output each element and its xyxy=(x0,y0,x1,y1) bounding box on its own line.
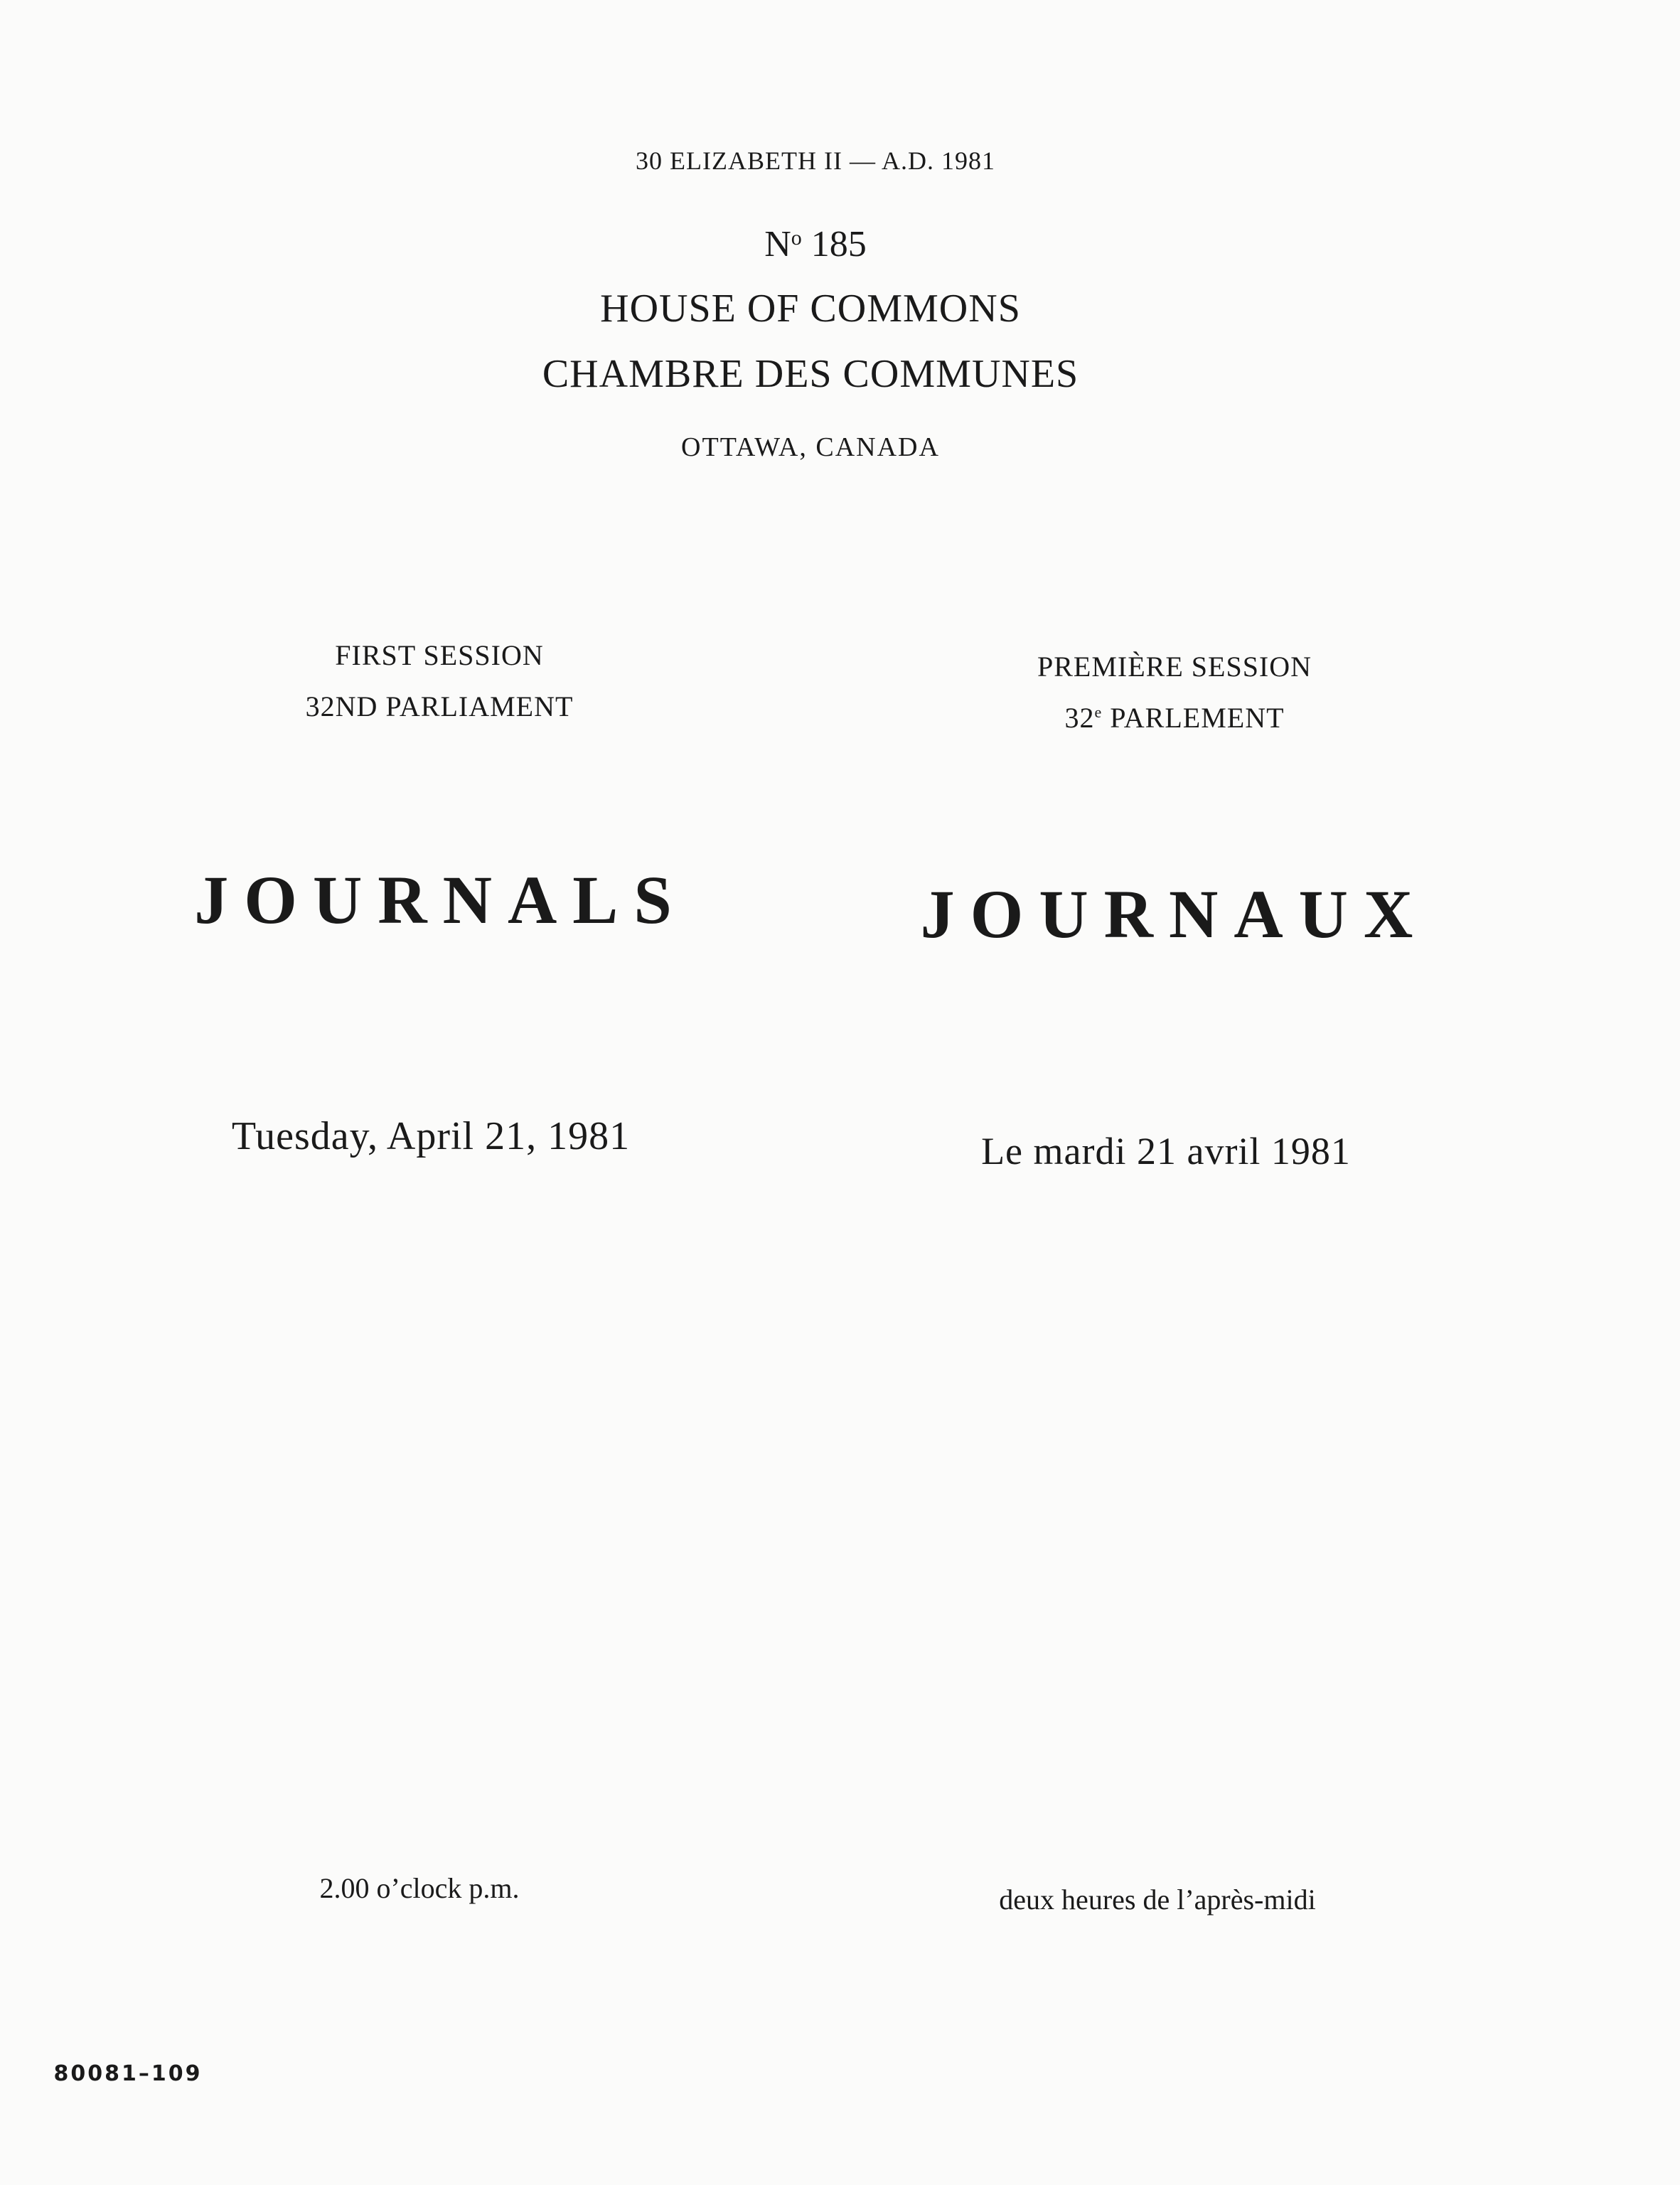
date-english: Tuesday, April 21, 1981 xyxy=(231,1114,631,1158)
print-code: 80081–109 xyxy=(53,2061,203,2086)
place-of-publication: OTTAWA, CANADA xyxy=(681,432,940,462)
title-english: JOURNALS xyxy=(194,862,687,938)
session-french: PREMIÈRE SESSION xyxy=(1037,651,1312,683)
parliament-english: 32ND PARLIAMENT xyxy=(305,690,574,722)
house-name-english: HOUSE OF COMMONS xyxy=(600,287,1021,331)
date-french: Le mardi 21 avril 1981 xyxy=(981,1130,1351,1172)
session-english: FIRST SESSION xyxy=(335,639,544,671)
number-superscript: o xyxy=(791,226,802,250)
sitting-time-french: deux heures de l’après-midi xyxy=(999,1884,1316,1916)
title-french: JOURNAUX xyxy=(920,876,1429,952)
parliament-superscript-french: e xyxy=(1094,703,1103,721)
house-name-french: CHAMBRE DES COMMUNES xyxy=(542,352,1079,396)
parliament-french xyxy=(1064,704,1284,732)
number-value: 185 xyxy=(810,224,867,265)
number-prefix: N xyxy=(764,224,791,265)
sitting-time-english: 2.00 o’clock p.m. xyxy=(319,1872,520,1904)
issue-number xyxy=(764,226,867,263)
regnal-year: 30 ELIZABETH II — A.D. 1981 xyxy=(636,146,995,175)
parliament-number-french: 32 xyxy=(1064,702,1095,734)
parliament-word-french: PARLEMENT xyxy=(1110,702,1285,734)
